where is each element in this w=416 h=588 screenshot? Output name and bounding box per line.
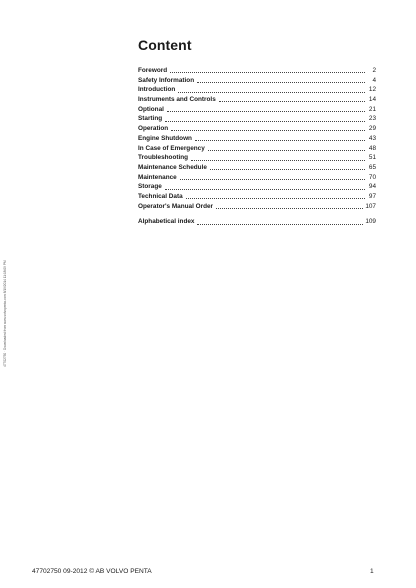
toc-entry-label: Technical Data [138,192,183,200]
page-number: 1 [370,568,374,575]
table-of-contents [138,66,376,227]
toc-entry-label: Introduction [138,86,176,94]
toc-entry-page: 97 [368,192,376,200]
dot-leader [178,86,365,93]
toc-entry-introduction[interactable] [138,85,376,95]
dot-leader [191,154,365,161]
toc-entry-operation[interactable] [138,124,376,134]
dot-leader [170,66,365,73]
toc-entry-page: 70 [368,173,376,181]
toc-entry-safety-information[interactable] [138,76,376,86]
toc-entry-label: Maintenance Schedule [138,163,207,171]
toc-entry-page: 48 [368,144,376,152]
toc-entry-label: Troubleshooting [138,154,189,162]
toc-entry-optional[interactable] [138,105,376,115]
toc-entry-maintenance[interactable] [138,173,376,183]
toc-entry-page: 29 [368,125,376,133]
toc-entry-label: Alphabetical index [138,218,195,226]
toc-entry-page: 23 [368,115,376,123]
dot-leader [165,183,365,190]
dot-leader [171,124,365,131]
toc-entry-page: 109 [365,218,376,226]
toc-entry-label: Instruments and Controls [138,96,216,104]
toc-entry-alphabetical-index[interactable] [138,217,376,227]
toc-entry-page: 14 [368,96,376,104]
toc-entry-page: 21 [368,105,376,113]
dot-leader [197,76,365,83]
dot-leader [216,202,363,209]
toc-entry-page: 94 [368,183,376,191]
toc-entry-starting[interactable] [138,114,376,124]
toc-entry-page: 51 [368,154,376,162]
toc-entry-foreword[interactable] [138,66,376,76]
dot-leader [208,144,365,151]
page-title: Content [138,37,192,53]
toc-entry-troubleshooting[interactable] [138,153,376,163]
toc-entry-page: 4 [372,76,376,84]
toc-entry-instruments-and-controls[interactable] [138,95,376,105]
toc-entry-label: Foreword [138,67,168,74]
dot-leader [165,115,365,122]
toc-entry-storage[interactable] [138,182,376,192]
toc-entry-label: Starting [138,115,163,123]
download-side-note: 47702750 · Downloaded from www.volvopenta.com 8/19/2014 11:18:09 PM [3,260,7,367]
dot-leader [210,163,365,170]
toc-entry-label: Operator's Manual Order [138,202,214,210]
footer-document-info: 47702750 09-2012 © AB VOLVO PENTA [32,568,152,575]
toc-entry-label: In Case of Emergency [138,144,205,152]
dot-leader [195,134,365,141]
toc-entry-maintenance-schedule[interactable] [138,163,376,173]
toc-entry-in-case-of-emergency[interactable] [138,144,376,154]
toc-entry-engine-shutdown[interactable] [138,134,376,144]
toc-entry-label: Safety Information [138,76,195,84]
dot-leader [180,173,365,180]
toc-entry-page: 43 [368,134,376,142]
toc-entry-label: Optional [138,105,164,113]
dot-leader [197,218,363,225]
toc-entry-page: 12 [368,86,376,94]
toc-entry-technical-data[interactable] [138,192,376,202]
dot-leader [219,95,365,102]
toc-entry-page: 107 [365,202,376,210]
dot-leader [186,192,365,199]
toc-entry-label: Operation [138,125,169,133]
toc-entry-page: 65 [368,163,376,171]
toc-entry-label: Storage [138,183,162,191]
toc-entry-label: Maintenance [138,173,177,181]
toc-entry-operators-manual-order[interactable] [138,202,376,212]
dot-leader [167,105,365,112]
toc-entry-label: Engine Shutdown [138,134,192,142]
toc-entry-page: 2 [372,67,376,74]
